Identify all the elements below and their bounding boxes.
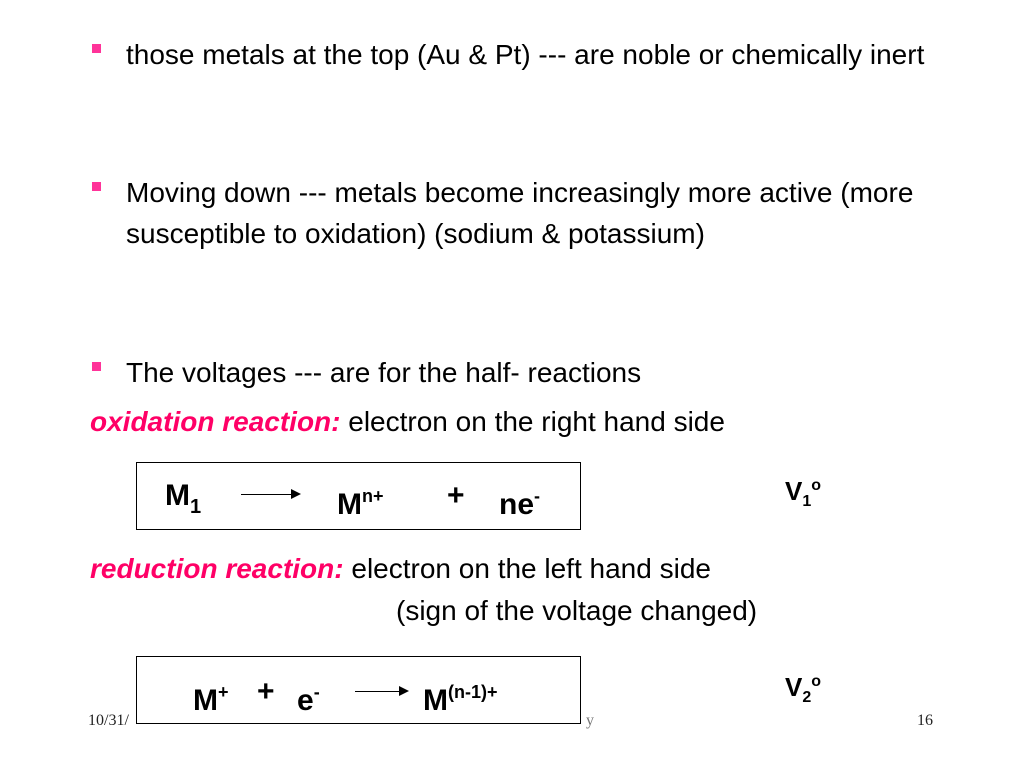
reduction-description: electron on the left hand side <box>343 553 711 584</box>
bullet-square-icon <box>92 44 101 53</box>
bullet-text: The voltages --- are for the half- reactions <box>126 357 642 388</box>
electron-e: e- <box>297 682 320 717</box>
footer-fragment: y <box>586 712 594 729</box>
voltage-v1: $V_1^o$ <box>785 476 822 510</box>
electrons-ne: ne- <box>499 486 541 521</box>
bullet-text: those metals at the top (Au & Pt) --- are noble or chemically inert <box>126 39 925 70</box>
reaction-arrow-icon <box>241 494 299 495</box>
bullet-square-icon <box>92 362 101 371</box>
reduction-equation-box <box>136 656 581 724</box>
footer-date: 10/31/ <box>88 712 129 729</box>
bullet-square-icon <box>92 182 101 191</box>
product-m-n-minus-1: $M^{(n-1)+}$ <box>423 682 498 717</box>
product-mn-plus: $M^{n+}$ <box>337 486 384 521</box>
oxidation-description: electron on the right hand side <box>340 406 725 437</box>
reactant-m1: $M_1$ <box>165 479 202 518</box>
reaction-arrow-icon <box>355 691 407 692</box>
oxidation-label: oxidation reaction: <box>90 406 341 437</box>
voltage-v2: $V_2^o$ <box>785 672 822 706</box>
oxidation-line <box>90 404 725 440</box>
reduction-note: (sign of the voltage changed) <box>396 595 758 626</box>
ion-m-plus: M+ <box>193 682 229 717</box>
reduction-line <box>90 551 711 587</box>
oxidation-equation-box <box>136 462 581 530</box>
reduction-label: reduction reaction: <box>90 553 344 584</box>
bullet-text: Moving down --- metals become increasingly more active (more susceptible to oxidation) (sodium & potassium) <box>126 177 914 249</box>
plus-sign: + <box>447 479 465 512</box>
page-number: 16 <box>917 712 933 729</box>
plus-sign: + <box>257 675 275 708</box>
